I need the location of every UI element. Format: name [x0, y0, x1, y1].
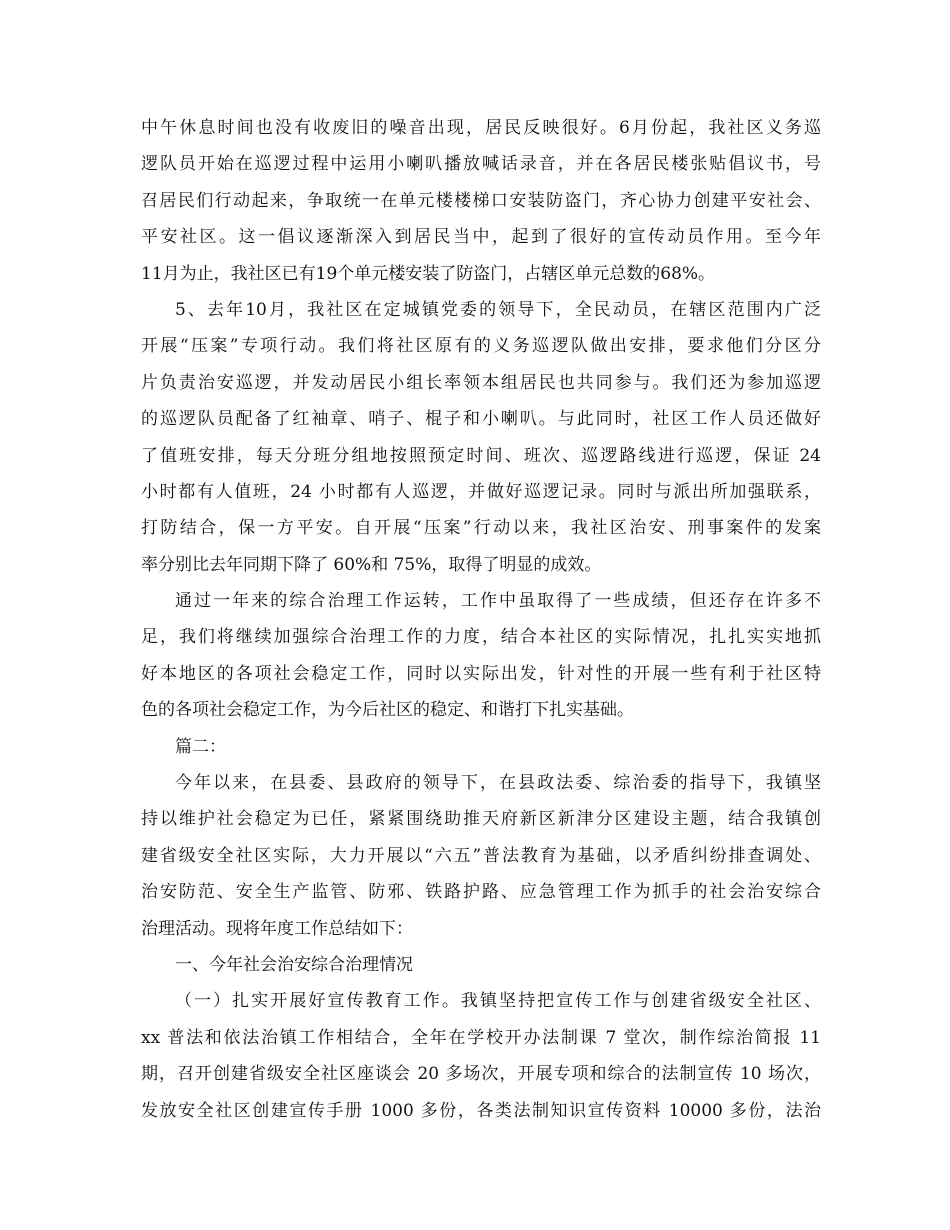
text-line: 治安防范、安全生产监管、防邪、铁路护路、应急管理工作为抓手的社会治安综合 — [141, 882, 821, 903]
paragraph-first-line: 通过一年来的综合治理工作运转，工作中虽取得了一些成绩，但还存在许多不 — [175, 591, 821, 612]
text-line: 中午休息时间也没有收废旧的噪音出现，居民反映很好。6月份起，我社区义务巡 — [141, 118, 821, 138]
text-line: 色的各项社会稳定工作，为今后社区的稳定、和谐打下扎实基础。 — [141, 700, 634, 721]
paragraph-first-line: 5、去年10月，我社区在定城镇党委的领导下，全民动员，在辖区范围内广泛 — [175, 299, 821, 320]
paragraph-first-line: （一）扎实开展好宣传教育工作。我镇坚持把宣传工作与创建省级安全社区、 — [175, 991, 821, 1012]
section-heading: 一、今年社会治安综合治理情况 — [175, 954, 413, 975]
text-line: 平安社区。这一倡议逐渐深入到居民当中，起到了很好的宣传动员作用。至今年 — [141, 227, 821, 248]
text-line: 11月为止，我社区已有19个单元楼安装了防盗门，占辖区单元总数的68%。 — [141, 263, 716, 284]
text-line: 打防结合，保一方平安。自开展“压案”行动以来，我社区治安、刑事案件的发案 — [141, 518, 821, 539]
text-line: xx 普法和依法治镇工作相结合，全年在学校开办法制课 7 堂次，制作综治简报 11 — [141, 1027, 821, 1048]
text-line: 小时都有人值班，24 小时都有人巡逻，并做好巡逻记录。同时与派出所加强联系， — [141, 481, 821, 502]
text-line: 召居民们行动起来，争取统一在单元楼楼梯口安装防盗门，齐心协力创建平安社会、 — [141, 190, 821, 211]
text-line: 片负责治安巡逻，并发动居民小组长率领本组居民也共同参与。我们还为参加巡逻 — [141, 372, 821, 393]
section-heading: 篇二： — [175, 736, 226, 757]
text-line: 的巡逻队员配备了红袖章、哨子、棍子和小喇叭。与此同时，社区工作人员还做好 — [141, 409, 821, 430]
document-body — [141, 110, 821, 1129]
text-line: 逻队员开始在巡逻过程中运用小喇叭播放喊话录音，并在各居民楼张贴倡议书，号 — [141, 154, 821, 175]
text-line: 好本地区的各项社会稳定工作，同时以实际出发，针对性的开展一些有利于社区特 — [141, 663, 821, 684]
text-line: 建省级安全社区实际，大力开展以“六五”普法教育为基础，以矛盾纠纷排查调处、 — [141, 845, 821, 866]
text-line: 治理活动。现将年度工作总结如下： — [141, 918, 413, 939]
text-line: 开展“压案”专项行动。我们将社区原有的义务巡逻队做出安排，要求他们分区分 — [141, 336, 821, 357]
text-line: 率分别比去年同期下降了 60%和 75%，取得了明显的成效。 — [141, 554, 602, 575]
text-line: 足，我们将继续加强综合治理工作的力度，结合本社区的实际情况，扎扎实实地抓 — [141, 627, 821, 648]
text-line: 期，召开创建省级安全社区座谈会 20 多场次，开展专项和综合的法制宣传 10 场次， — [141, 1064, 821, 1085]
text-line: 发放安全社区创建宣传手册 1000 多份，各类法制知识宣传资料 10000 多份，法治 — [141, 1100, 821, 1121]
text-line: 了值班安排，每天分班分组地按照预定时间、班次、巡逻路线进行巡逻，保证 24 — [141, 445, 821, 466]
paragraph-first-line: 今年以来，在县委、县政府的领导下，在县政法委、综治委的指导下，我镇坚 — [175, 773, 821, 794]
text-line: 持以维护社会稳定为已任，紧紧围绕助推天府新区新津分区建设主题，结合我镇创 — [141, 809, 821, 830]
